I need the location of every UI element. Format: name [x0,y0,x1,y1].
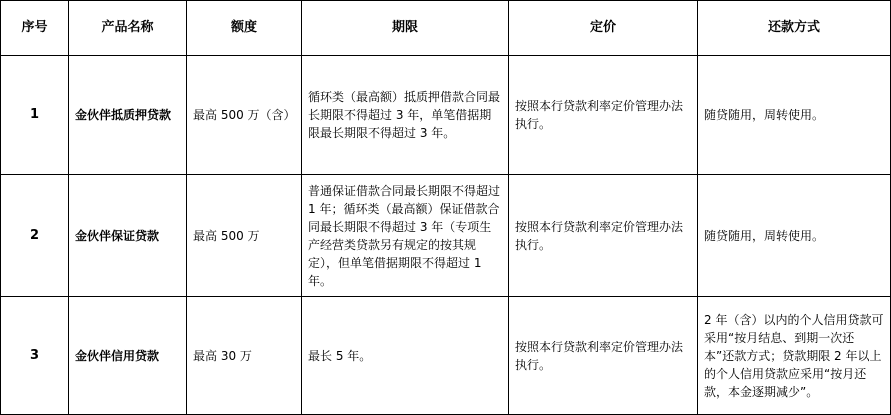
cell-product-name: 金伙伴保证贷款 [69,175,187,297]
cell-product-name: 金伙伴信用贷款 [69,297,187,415]
header-repayment: 还款方式 [698,1,891,56]
cell-term: 循环类（最高额）抵质押借款合同最长期限不得超过 3 年，单笔借据期限最长期限不得超过 3 年。 [302,56,509,175]
header-amount: 额度 [187,1,302,56]
table-row [1,175,891,297]
header-product-name: 产品名称 [69,1,187,56]
cell-amount: 最高 500 万（含） [187,56,302,175]
cell-term: 最长 5 年。 [302,297,509,415]
cell-repayment: 随贷随用，周转使用。 [698,175,891,297]
table-row [1,56,891,175]
cell-pricing: 按照本行贷款利率定价管理办法执行。 [509,175,698,297]
header-pricing: 定价 [509,1,698,56]
cell-repayment: 2 年（含）以内的个人信用贷款可采用“按月结息、到期一次还本”还款方式；贷款期限 2 年以上的个人信用贷款应采用“按月还款，本金逐期减少”。 [698,297,891,415]
cell-pricing: 按照本行贷款利率定价管理办法执行。 [509,297,698,415]
cell-amount: 最高 500 万 [187,175,302,297]
cell-amount: 最高 30 万 [187,297,302,415]
table-header-row [1,1,891,56]
cell-product-name: 金伙伴抵质押贷款 [69,56,187,175]
cell-seq: 3 [1,297,69,415]
header-seq: 序号 [1,1,69,56]
table-row [1,297,891,415]
cell-pricing: 按照本行贷款利率定价管理办法执行。 [509,56,698,175]
cell-seq: 2 [1,175,69,297]
cell-seq: 1 [1,56,69,175]
cell-repayment: 随贷随用，周转使用。 [698,56,891,175]
cell-term: 普通保证借款合同最长期限不得超过 1 年；循环类（最高额）保证借款合同最长期限不得超过 3 年（专项生产经营类贷款另有规定的按其规定），但单笔借据期限不得超过 1 年。 [302,175,509,297]
header-term: 期限 [302,1,509,56]
